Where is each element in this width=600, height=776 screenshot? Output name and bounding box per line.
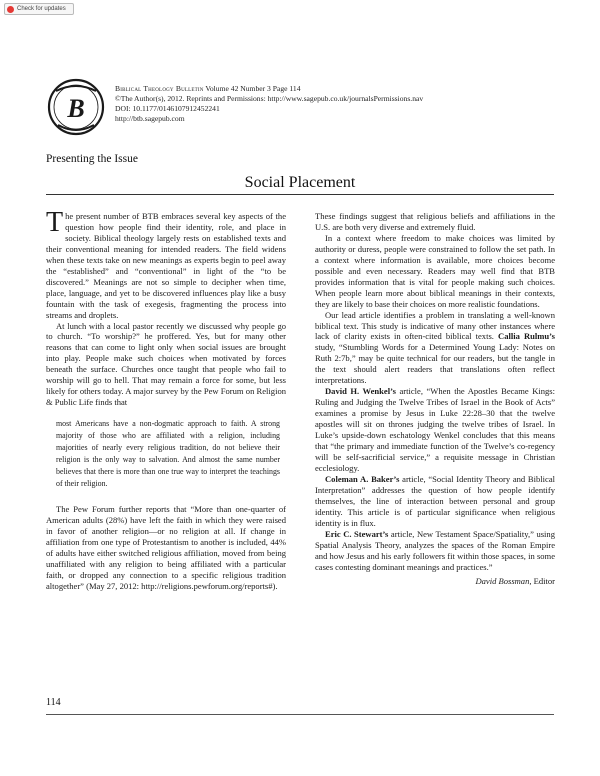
footer-rule xyxy=(46,714,554,715)
article-title: Social Placement xyxy=(244,174,356,191)
paragraph xyxy=(315,310,555,387)
paragraph-text: Our lead article identifies a problem in translating a well-known biblical text. This study is indicative of many other instances where lack of clarity exists in often-cited biblical texts. xyxy=(315,309,555,342)
block-quote: most Americans have a non-dogmatic approach to faith. A strong majority of those who are affiliated with a religion, including majorities of nearly every religious tradition, do not believe their religion is the only way to salvation. And almost the same number believes that there is more than one true way to interpret the teachings of their religion. xyxy=(56,419,280,489)
editor-signature xyxy=(315,576,555,587)
paragraph xyxy=(315,386,555,474)
rights-line: ©The Author(s), 2012. Reprints and Permissions: http://www.sagepub.co.uk/journalsPermissions.nav xyxy=(115,94,424,103)
update-icon xyxy=(7,6,14,13)
section-label: Presenting the Issue xyxy=(46,153,138,165)
masthead xyxy=(115,84,545,124)
doi-line: DOI: 10.1177/0146107912452241 xyxy=(115,104,220,113)
right-column xyxy=(315,211,555,587)
btb-logo xyxy=(46,77,106,137)
left-column xyxy=(46,207,286,592)
paragraph xyxy=(315,474,555,529)
paragraph-text: study, “Stumbling Words for a Determined Young Lady: Notes on Ruth 2:7b,” may be quite technical for our readers, but the tangle in the text should alert readers that translations often reflect interpretations. xyxy=(315,342,555,386)
check-for-updates-badge[interactable] xyxy=(4,3,74,15)
author-name: Callia Rulmu’s xyxy=(498,331,556,342)
svg-text:B: B xyxy=(67,94,85,123)
page-number: 114 xyxy=(46,697,61,708)
author-name: Coleman A. Baker’s xyxy=(325,473,400,484)
paragraph: At lunch with a local pastor recently we discussed why people go to church. “To worship?” he proffered. Yes, but for many other reasons that can come to light only when social issues are brought into play. People make such choices when motivated by forces beneath the surface. Churches once taught that people who fail to worship will go to hell. That may remain a force for some, but less likely for others today. A major survey by the Pew Forum on Religion & Public Life finds that xyxy=(46,320,286,408)
journal-url[interactable]: http://btb.sagepub.com xyxy=(115,114,185,123)
drop-cap: T xyxy=(46,207,64,238)
badge-label: Check for updates xyxy=(17,6,66,12)
paragraph: The Pew Forum further reports that “More than one-quarter of American adults (28%) have left the faith in which they were raised in favor of another religion—or no religion at all. If change in affiliation from one type of Protestantism to another is included, 44% of adults have either switched religious affiliation, moved from being unaffiliated with any religion to being affiliated with a particular faith, or dropped any connection to a specific religious tradition altogether” (May 27, 2012: http://religions.pewforum.org/reports#). xyxy=(46,504,286,591)
paragraph-text: article, “When the Apostles Became Kings: Ruling and Judging the Twelve Tribes of Israel in the Book of Acts” examines a promise by Jesus in Luke 22:28–30 that the twelve apostles will sit on thrones judging the twelve tribes of Israel. In Luke’s upside-down eschatology Wenkel concludes that this means that “the primary and immediate function of the Twelve’s co-regency will be self-sacrificial service,” a requisite message in Christian ecclesiology. xyxy=(315,386,555,473)
paragraph: In a context where freedom to make choices was limited by authority or duress, people were constrained to follow the set path. In a context where information is available, more choices become possible and even necessary. Readers may well find that BTB provides information that is vital for people making such choices. When people learn more about biblical meanings in their contexts, they are likely to base their choices on more realistic foundations. xyxy=(315,232,555,309)
author-name: David H. Wenkel’s xyxy=(325,386,396,397)
title-rule xyxy=(46,194,554,195)
editor-name: David Bossman xyxy=(475,576,530,587)
paragraph-text: article, “Social Identity Theory and Biblical Interpretation” addresses the question of how people identify themselves, the line of interaction between personal and group identity. This article is of particular significance when religious identity is in flux. xyxy=(315,473,555,528)
author-name: Eric C. Stewart’s xyxy=(325,528,389,539)
paragraph xyxy=(46,207,286,321)
paragraph-text: article, New Testament Space/Spatiality,” using Spatial Analysis Theory, analyzes the spaces of the Roman Empire and how Jesus and his early followers fit within those spaces, in some cases contesting dominant meanings and practices.” xyxy=(315,528,555,572)
paragraph: These findings suggest that religious beliefs and affiliations in the U.S. are both very diverse and extremely fluid. xyxy=(315,211,555,232)
editor-role: , Editor xyxy=(529,576,555,587)
paragraph xyxy=(315,529,555,573)
issue-info: Volume 42 Number 3 Page 114 xyxy=(203,84,301,93)
paragraph-text: he present number of BTB embraces several key aspects of the question how people find their identity, role, and place in society. Biblical theology largely rests on established texts and their conventional meaning for intended readers. The field widens when these texts take on new meanings as experts begin to peel away the “established” and “conventional” in light of the “to be discovered.” Meanings are not so simple to decipher when time, place, language, and yet to be discovered influences play like a busy fountain with the task of exegesis, fragmenting the process into streams and droplets. xyxy=(46,211,286,320)
journal-name: Biblical Theology Bulletin xyxy=(115,84,204,93)
